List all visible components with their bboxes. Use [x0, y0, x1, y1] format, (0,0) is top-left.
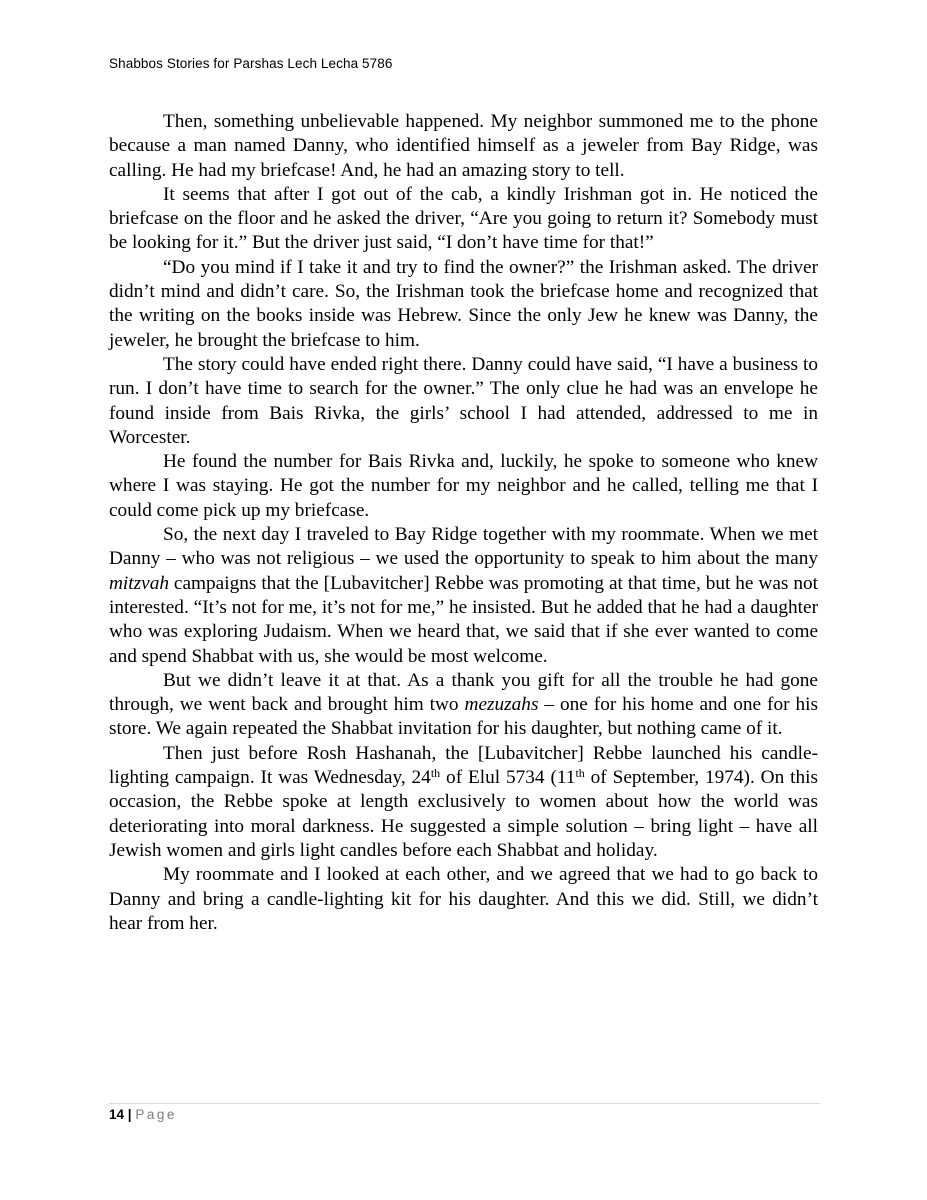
paragraph: The story could have ended right there. Danny could have said, “I have a business to run. I don’t have time to search for the owner.” The only clue he had was an envelope he found inside from Bais Rivka, the girls’ school I had attended, addressed to me in Worcester. [109, 353, 818, 448]
paragraph-text: So, the next day I traveled to Bay Ridge together with my roommate. When we met Danny – who was not religious – we used the opportunity to speak to him about the many [109, 524, 818, 570]
paragraph-text: But we didn’t leave it at that. As a thank you gift for all the trouble he had gone through, we went back and brought him two [109, 669, 818, 716]
paragraph-text: of Elul 5734 (11 [440, 767, 576, 789]
paragraph [109, 742, 818, 863]
paragraph: He found the number for Bais Rivka and, luckily, he spoke to someone who knew where I was staying. He got the number for my neighbor and he called, telling me that I could come pick up my briefcase. [109, 451, 818, 521]
paragraph: “Do you mind if I take it and try to find the owner?” the Irishman asked. The driver didn’t mind and didn’t care. So, the Irishman took the briefcase home and recognized that the writing on the books inside was Hebrew. Since the only Jew he knew was Danny, the jeweler, he brought the briefcase to him. [109, 256, 818, 351]
italic-term: mezuzahs [464, 694, 539, 716]
page-header: Shabbos Stories for Parshas Lech Lecha 5786 [109, 56, 393, 71]
ordinal-suffix: th [430, 766, 441, 781]
page-footer [109, 1107, 177, 1122]
paragraph-text: – one for his home and one for his store. We again repeated the Shabbat invitation for his daughter, but nothing came of it. [109, 694, 818, 740]
ordinal-suffix: th [575, 766, 585, 781]
paragraph-text: Then just before Rosh Hashanah, the [Lubavitcher] Rebbe launched his candle-lighting campaign. It was Wednesday, 24 [109, 742, 818, 789]
italic-term: mitzvah [109, 572, 169, 594]
paragraph-text: of September, 1974). On this occasion, the Rebbe spoke at length exclusively to women about how the world was deteriorating into moral darkness. He suggested a simple solution – bring light – have all Jewish women and girls light candles before each Shabbat and holiday. [109, 767, 818, 861]
paragraph [109, 523, 818, 669]
footer-divider [109, 1103, 820, 1104]
paragraph [109, 669, 818, 742]
paragraph: Then, something unbelievable happened. My neighbor summoned me to the phone because a man named Danny, who identified himself as a jeweler from Bay Ridge, was calling. He had my briefcase! And, he had an amazing story to tell. [109, 111, 818, 181]
article-body [109, 110, 818, 936]
paragraph: My roommate and I looked at each other, and we agreed that we had to go back to Danny and bring a candle-lighting kit for his daughter. And this we did. Still, we didn’t hear from her. [109, 864, 818, 934]
page-label: Page [135, 1107, 177, 1122]
paragraph-text: campaigns that the [Lubavitcher] Rebbe was promoting at that time, but he was not interested. “It’s not for me, it’s not for me,” he insisted. But he added that he had a daughter who was exploring Judaism. When we heard that, we said that if she ever wanted to come and spend Shabbat with us, she would be most welcome. [109, 572, 818, 667]
page-number: 14 [109, 1107, 125, 1122]
footer-separator: | [127, 1107, 132, 1122]
paragraph: It seems that after I got out of the cab, a kindly Irishman got in. He noticed the briefcase on the floor and he asked the driver, “Are you going to return it? Somebody must be looking for it.” But the driver just said, “I don’t have time for that!” [109, 183, 818, 254]
